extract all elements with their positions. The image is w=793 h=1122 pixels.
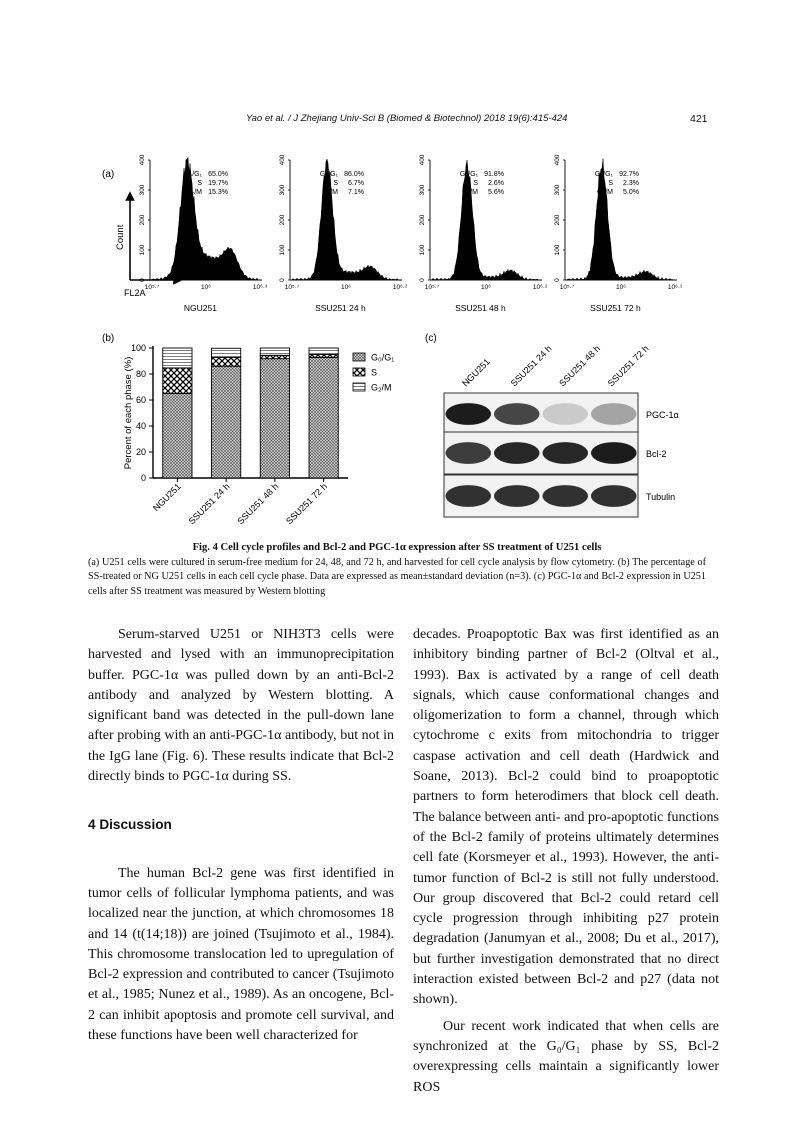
histogram-x-tick-label: 10⁵·⁷ — [559, 284, 575, 291]
stacked-bar-segment — [212, 357, 241, 366]
stacked-bar-segment — [260, 348, 289, 355]
panel-b-label: (b) — [102, 333, 115, 344]
histogram-y-tick-label: 0 — [139, 278, 146, 282]
phase-stat-name: G₀/G₁ — [183, 171, 202, 178]
phase-stat-name: G₂/M — [462, 189, 478, 196]
protein-band — [591, 442, 637, 464]
protein-band — [591, 485, 637, 507]
histogram-y-tick-label: 200 — [139, 214, 146, 226]
blot-protein-label: Bcl-2 — [646, 449, 667, 459]
phase-stat-value: 5.0% — [623, 189, 639, 196]
blot-lane-label: SSU251 24 h — [508, 343, 554, 389]
histogram-y-tick-label: 100 — [419, 244, 426, 256]
histogram-y-tick-label: 300 — [419, 184, 426, 196]
paragraph-ros: Our recent work indicated that when cells are synchronized at the G₀/G₁ phase by SS, Bcl-2 overexpressing cells maintain a significantly lower ROS — [413, 1018, 719, 1095]
y-tick-label: 0 — [140, 473, 146, 484]
stacked-bar-segment — [260, 355, 289, 358]
histogram-x-tick-label: 10⁶·² — [532, 284, 548, 291]
phase-stat-name: S — [608, 180, 613, 187]
phase-stat-value: 6.7% — [348, 180, 364, 187]
stacked-bar-segment — [260, 359, 289, 478]
panel-a-histograms — [90, 150, 710, 320]
legend-swatch — [353, 353, 365, 361]
page-number: 421 — [690, 113, 708, 125]
histogram-y-tick-label: 100 — [139, 244, 146, 256]
protein-band — [494, 442, 540, 464]
histogram-y-tick-label: 200 — [554, 214, 561, 226]
protein-band — [445, 485, 491, 507]
histogram-x-tick-label: 10⁵·⁷ — [284, 284, 300, 291]
histogram-x-tick-label: 10⁵·⁷ — [144, 284, 160, 291]
histogram-sample-name: SSU251 24 h — [315, 303, 366, 313]
y-tick-label: 40 — [135, 421, 146, 432]
protein-band — [445, 442, 491, 464]
y-tick-label: 60 — [135, 395, 146, 406]
phase-stat-value: 7.1% — [348, 189, 364, 196]
histogram-x-tick-label: 10⁶ — [616, 284, 626, 291]
blot-protein-label: PGC-1α — [646, 410, 679, 420]
panel-b-stacked-bar-chart — [90, 325, 410, 535]
histogram-y-tick-label: 100 — [279, 244, 286, 256]
count-axis-label: Count — [115, 224, 126, 250]
histogram-distribution — [152, 158, 258, 280]
section-heading-discussion: 4 Discussion — [88, 817, 172, 833]
histogram-y-tick-label: 400 — [554, 154, 561, 166]
protein-band — [542, 442, 588, 464]
x-tick-label: SSU251 48 h — [235, 481, 281, 527]
phase-stat-name: G₀/G₁ — [319, 171, 338, 178]
histogram-sample-name: SSU251 48 h — [455, 303, 506, 313]
stacked-bar-segment — [163, 368, 192, 394]
right-column — [413, 625, 719, 1098]
phase-stat-value: 92.7% — [619, 171, 639, 178]
legend-label: S — [371, 367, 378, 378]
phase-stat-name: G₀/G₁ — [459, 171, 478, 178]
legend-label: G₀/G₁ — [371, 352, 395, 363]
blot-lane-label: SSU251 48 h — [557, 343, 603, 389]
panel-c-label: (c) — [425, 333, 437, 344]
paragraph-co-ip: Serum-starved U251 or NIH3T3 cells were harvested and lysed with an immunoprecipitation buffer. PGC-1α was pulled down by an anti-Bcl-2 antibody and analyzed by Western blotting. A significant band was detected in the pull-down lane after probing with an anti-PGC-1α antibody, but not in the IgG lane (Fig. 6). These results indicate that Bcl-2 directly binds to PGC-1α during SS. — [88, 627, 394, 785]
figure-caption-body: (a) U251 cells were cultured in serum-free medium for 24, 48, and 72 h, and harvested for cell cycle analysis by flow cytometry. (b) The percentage of SS-treated or NG U251 cells in each cell cycle phase. Data are expressed as mean±standard deviation (n=3). (c) PGC-1α and Bcl-2 expression in U251 cells after SS treatment was measured by Western blotting — [88, 556, 706, 597]
histogram-y-tick-label: 200 — [279, 214, 286, 226]
protein-band — [445, 403, 491, 425]
phase-stat-value: 2.3% — [623, 180, 639, 187]
histogram-y-tick-label: 400 — [139, 154, 146, 166]
phase-stat-name: G₂/M — [597, 189, 613, 196]
histogram-y-tick-label: 400 — [419, 154, 426, 166]
protein-band — [494, 403, 540, 425]
histogram-x-tick-label: 10⁶ — [481, 284, 491, 291]
x-tick-label: NGU251 — [150, 481, 183, 514]
paragraph-bax: decades. Proapoptotic Bax was first identified as an inhibitory binding partner of Bcl-2 (Oltval et al., 1993). Bax is activated by a range of cell death signals, which cause conformational changes and oligomerization to form a channel, through which cytochrome c exits from mitochondria to trigger caspase activation and cell death (Hardwick and Soane, 2013). Bcl-2 could bind to proapoptotic partners to form heterodimers that block cell death. The balance between anti- and pro-apoptotic functions of the Bcl-2 family of proteins ultimately determines cell fate (Korsmeyer et al., 1993). However, the anti-tumor function of Bcl-2 is still not fully understood. Our group discovered that Bcl-2 could retard cell cycle progression through inhibiting p27 protein degradation (Janumyan et al., 2008; Du et al., 2017), but further investigation demonstrated that no direct interaction existed between Bcl-2 and p27 (data not shown). — [413, 627, 719, 1008]
histogram-y-tick-label: 0 — [554, 278, 561, 282]
protein-band — [542, 485, 588, 507]
phase-stat-value: 2.6% — [488, 180, 504, 187]
protein-band — [494, 485, 540, 507]
y-tick-label: 100 — [130, 343, 146, 354]
histogram-x-tick-label: 10⁶ — [341, 284, 351, 291]
running-header — [0, 113, 793, 127]
phase-stat-value: 19.7% — [208, 180, 228, 187]
histogram-x-tick-label: 10⁶·² — [392, 284, 408, 291]
stacked-bar-segment — [212, 366, 241, 478]
legend-label: G₂/M — [371, 382, 392, 393]
phase-stat-value: 5.6% — [488, 189, 504, 196]
phase-stat-name: S — [197, 180, 202, 187]
histogram-y-tick-label: 300 — [279, 184, 286, 196]
stacked-bar-segment — [163, 348, 192, 368]
panel-a-label: (a) — [102, 169, 115, 180]
figure-caption — [88, 541, 706, 599]
panel-c-western-blot — [420, 325, 710, 530]
phase-stat-name: S — [473, 180, 478, 187]
histogram-y-tick-label: 200 — [419, 214, 426, 226]
legend-swatch — [353, 383, 365, 391]
histogram-y-tick-label: 300 — [554, 184, 561, 196]
x-tick-label: SSU251 72 h — [284, 481, 330, 527]
stacked-bar-segment — [309, 348, 338, 355]
protein-band — [591, 403, 637, 425]
y-axis-label: Percent of each phase (%) — [123, 356, 134, 470]
phase-stat-name: G₂/M — [186, 189, 202, 196]
stacked-bar-segment — [212, 348, 241, 357]
phase-stat-value: 91.8% — [484, 171, 504, 178]
histogram-x-tick-label: 10⁶ — [201, 284, 211, 291]
histogram-y-tick-label: 300 — [139, 184, 146, 196]
histogram-x-tick-label: 10⁶·³ — [252, 284, 268, 291]
stacked-bar-segment — [163, 394, 192, 479]
journal-citation: Yao et al. / J Zhejiang Univ-Sci B (Biomed & Biotechnol) 2018 19(6):415-424 — [246, 113, 568, 124]
paragraph-bcl2-history: The human Bcl-2 gene was first identified in tumor cells of follicular lymphoma patients, and was localized near the junction, at which chromosomes 18 and 14 (t(14;18)) are joined (Tsujimoto et al., 1984). This chromosome translocation led to upregulation of Bcl-2 expression and contributed to cancer (Tsujimoto et al., 1985; Nunez et al., 1989). As an oncogene, Bcl-2 can inhibit apoptosis and promote cell survival, and these functions have been well characterized for — [88, 865, 394, 1044]
blot-lane-label: NGU251 — [460, 356, 492, 389]
figure-caption-title: Fig. 4 Cell cycle profiles and Bcl-2 and PGC-1α expression after SS treatment of U251 cells — [192, 542, 602, 553]
histogram-y-tick-label: 400 — [279, 154, 286, 166]
phase-stat-value: 86.0% — [344, 171, 364, 178]
blot-lane-label: SSU251 72 h — [605, 343, 651, 389]
left-column — [88, 625, 394, 1046]
phase-stat-name: G₂/M — [322, 189, 338, 196]
protein-band — [542, 403, 588, 425]
phase-stat-name: S — [333, 180, 338, 187]
histogram-x-tick-label: 10⁶·¹ — [667, 284, 683, 291]
histogram-y-tick-label: 0 — [419, 278, 426, 282]
histogram-y-tick-label: 0 — [279, 278, 286, 282]
histogram-x-tick-label: 10⁵·⁷ — [424, 284, 440, 291]
histogram-sample-name: NGU251 — [183, 303, 217, 313]
phase-stat-name: G₀/G₁ — [594, 171, 613, 178]
blot-protein-label: Tubulin — [646, 492, 676, 502]
y-tick-label: 20 — [135, 447, 146, 458]
y-tick-label: 80 — [135, 369, 146, 380]
x-tick-label: SSU251 24 h — [186, 481, 232, 527]
histogram-y-tick-label: 100 — [554, 244, 561, 256]
stacked-bar-segment — [309, 357, 338, 478]
histogram-sample-name: SSU251 72 h — [590, 303, 641, 313]
phase-stat-value: 15.3% — [208, 189, 228, 196]
fl2a-axis-label: FL2A — [124, 288, 146, 298]
legend-swatch — [353, 368, 365, 376]
phase-stat-value: 65.0% — [208, 171, 228, 178]
